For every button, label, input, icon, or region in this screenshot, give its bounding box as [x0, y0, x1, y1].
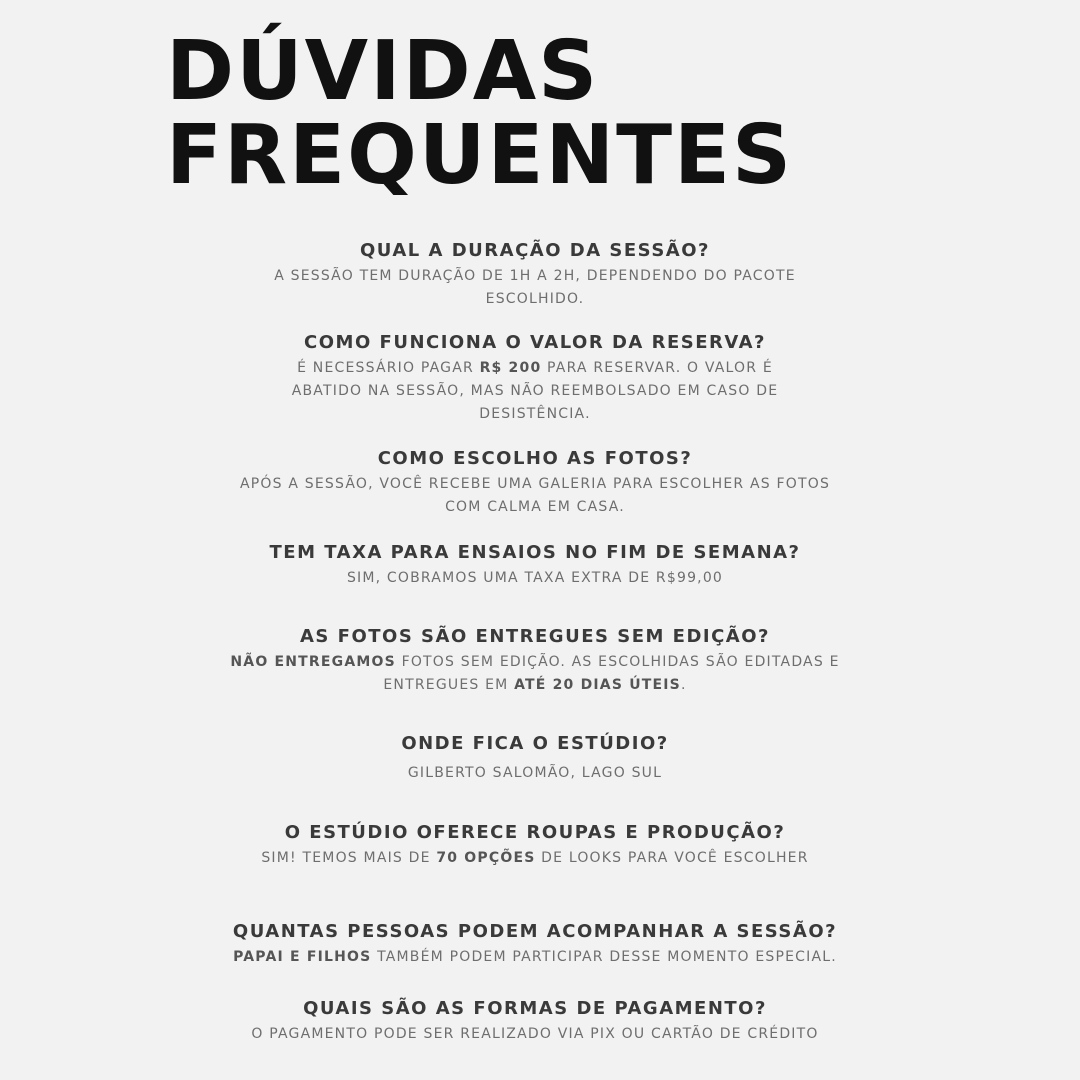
faq-item-editing [0, 625, 1070, 697]
faq-answer-highlight: PAPAI E FILHOS [233, 949, 372, 965]
faq-item-weekend-fee [0, 541, 1070, 590]
faq-question: O ESTÚDIO OFERECE ROUPAS E PRODUÇÃO? [284, 822, 786, 843]
faq-item-reservation [0, 331, 1070, 426]
faq-answer: O PAGAMENTO PODE SER REALIZADO VIA PIX OU CARTÃO DE CRÉDITO [251, 1026, 819, 1042]
faq-answer-text: . [680, 677, 687, 693]
faq-answer-text: PARA RESERVAR. O VALOR É ABATIDO NA SESSÃO, MAS NÃO REEMBOLSADO EM CASO DE DESISTÊNCIA. [291, 360, 779, 422]
faq-question: QUANTAS PESSOAS PODEM ACOMPANHAR A SESSÃO? [232, 921, 838, 942]
faq-answer-text: TAMBÉM PODEM PARTICIPAR DESSE MOMENTO ESPECIAL. [371, 949, 837, 965]
faq-question: AS FOTOS SÃO ENTREGUES SEM EDIÇÃO? [299, 626, 770, 647]
faq-item-photo-selection [0, 447, 1070, 519]
faq-answer: A SESSÃO TEM DURAÇÃO DE 1H A 2H, DEPENDENDO DO PACOTE ESCOLHIDO. [274, 268, 796, 307]
faq-question: COMO ESCOLHO AS FOTOS? [377, 448, 693, 469]
faq-answer-highlight: NÃO ENTREGAMOS [230, 654, 396, 670]
faq-answer-highlight: ATÉ 20 DIAS ÚTEIS [514, 677, 681, 693]
faq-item-location [0, 732, 1070, 785]
faq-answer: APÓS A SESSÃO, VOCÊ RECEBE UMA GALERIA PARA ESCOLHER AS FOTOS COM CALMA EM CASA. [239, 476, 831, 515]
faq-item-duration [0, 239, 1070, 311]
faq-question: QUAL A DURAÇÃO DA SESSÃO? [360, 240, 710, 261]
faq-question: COMO FUNCIONA O VALOR DA RESERVA? [304, 332, 766, 353]
faq-question: ONDE FICA O ESTÚDIO? [401, 733, 669, 754]
faq-answer-text: DE LOOKS PARA VOCÊ ESCOLHER [535, 850, 809, 866]
faq-answer: SIM, COBRAMOS UMA TAXA EXTRA DE R$99,00 [346, 570, 724, 586]
page-title-line-2: FREQUENTES [166, 108, 794, 203]
faq-answer-text: É NECESSÁRIO PAGAR [297, 360, 480, 376]
page-title-line-1: DÚVIDAS [166, 24, 600, 119]
page-title [166, 24, 794, 203]
faq-answer-text: SIM! TEMOS MAIS DE [261, 850, 437, 866]
faq-item-payment [0, 997, 1070, 1046]
faq-answer: GILBERTO SALOMÃO, LAGO SUL [407, 765, 663, 781]
faq-answer [175, 946, 895, 969]
faq-item-companions [0, 920, 1070, 969]
faq-question: TEM TAXA PARA ENSAIOS NO FIM DE SEMANA? [269, 542, 801, 563]
faq-answer [195, 651, 875, 697]
faq-answer-highlight: R$ 200 [479, 360, 542, 376]
faq-answer [185, 847, 885, 870]
faq-item-wardrobe [0, 821, 1070, 870]
faq-answer-highlight: 70 OPÇÕES [436, 850, 536, 866]
faq-answer [260, 357, 810, 426]
faq-question: QUAIS SÃO AS FORMAS DE PAGAMENTO? [303, 998, 767, 1019]
faq-answer-text: FOTOS SEM EDIÇÃO. AS ESCOLHIDAS SÃO EDITADAS E ENTREGUES EM [383, 654, 840, 693]
